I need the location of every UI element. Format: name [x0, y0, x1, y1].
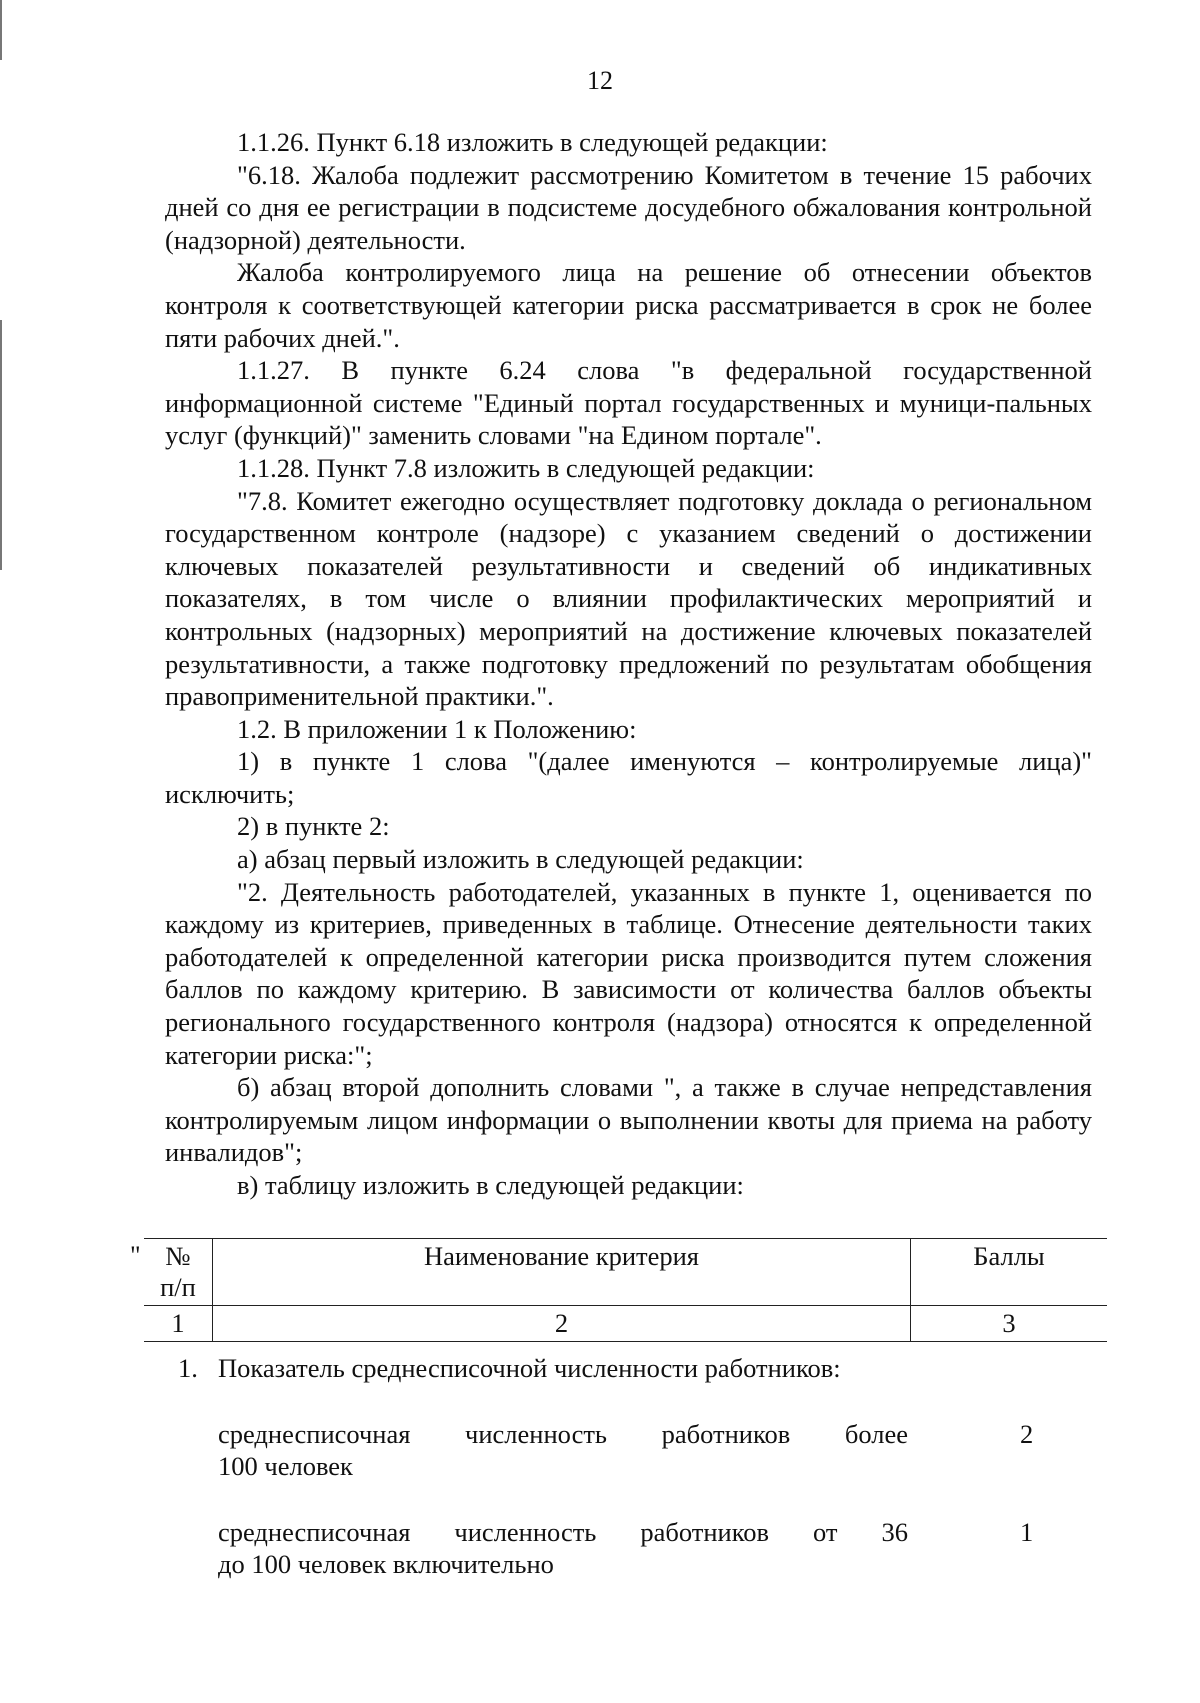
table-header-row [144, 1239, 1107, 1306]
page-number: 12 [587, 66, 613, 95]
paragraph: "2. Деятельность работодателей, указанных в пункте 1, оценивается по каждому из критериев, приведенных в таблице. Отнесение деятельности таких работодателей к определенной категории риска производится путем сложения баллов по каждому критерию. В зависимости от количества баллов объекты регионального государственного контроля (надзора) относятся к определенной категории риска:"; [165, 876, 1092, 1070]
document-body [165, 126, 1092, 1202]
paragraph: 1.1.26. Пункт 6.18 изложить в следующей редакции: [237, 127, 828, 157]
paragraph: "6.18. Жалоба подлежит рассмотрению Комитетом в течение 15 рабочих дней со дня ее регистрации в подсистеме досудебного обжалования контрольной (надзорной) деятельности. [165, 159, 1092, 255]
paragraph: б) абзац второй дополнить словами ", а также в случае непредставления контролируемым лицом информации о выполнении квоты для приема на работу инвалидов"; [165, 1072, 1092, 1168]
header-criterion-name: Наименование критерия [213, 1239, 911, 1306]
paragraph: в) таблицу изложить в следующей редакции: [237, 1170, 744, 1200]
criterion-item-score: 2 [1020, 1419, 1034, 1449]
criterion-item [218, 1418, 1078, 1482]
header-number: № п/п [144, 1239, 213, 1306]
criterion-item-text: среднесписочная численность работников от 36 до 100 человек включительно [218, 1517, 908, 1579]
paragraph: 2) в пункте 2: [237, 811, 390, 842]
column-number: 3 [911, 1306, 1108, 1342]
criterion-title: Показатель среднесписочной численности работников: [218, 1353, 841, 1383]
paragraph: Жалоба контролируемого лица на решение об отнесении объектов контроля к соответствующей категории риска рассматривается в срок не более пяти рабочих дней.". [165, 257, 1092, 353]
table-column-numbers-row [144, 1306, 1107, 1342]
paragraph: 1.1.28. Пункт 7.8 изложить в следующей редакции: [237, 452, 815, 483]
header-score: Баллы [911, 1239, 1108, 1306]
paragraph: "7.8. Комитет ежегодно осуществляет подготовку доклада о региональном государственном контроле (надзоре) с указанием сведений о достижении ключевых показателей результативности и сведений об индикативных показателях, в том числе о влиянии профилактических мероприятий и контрольных (надзорных) мероприятий на достижение ключевых показателей результативности, а также подготовку предложений по результатам обобщения правоприменительной практики.". [165, 485, 1092, 712]
paragraph: 1.1.27. В пункте 6.24 слова "в федеральной государственной информационной системе "Единый портал государственных и муници-пальных услуг (функций)" заменить словами "на Едином портале". [165, 355, 1092, 451]
paragraph: а) абзац первый изложить в следующей редакции: [237, 844, 804, 875]
column-number: 1 [144, 1306, 213, 1342]
scan-margin-mark [0, 0, 2, 60]
scan-margin-mark [0, 320, 2, 570]
criterion-number: 1. [178, 1353, 198, 1383]
paragraph: 1.2. В приложении 1 к Положению: [237, 713, 637, 744]
paragraph: 1) в пункте 1 слова "(далее именуются – контролируемые лица)" исключить; [165, 746, 1092, 809]
criteria-table [144, 1238, 1107, 1342]
table-opening-quote: " [130, 1241, 141, 1270]
column-number: 2 [213, 1306, 911, 1342]
criterion-item-score: 1 [1020, 1517, 1034, 1547]
criterion-item-text: среднесписочная численность работников более 100 человек [218, 1419, 908, 1481]
criterion-item [218, 1516, 1078, 1580]
